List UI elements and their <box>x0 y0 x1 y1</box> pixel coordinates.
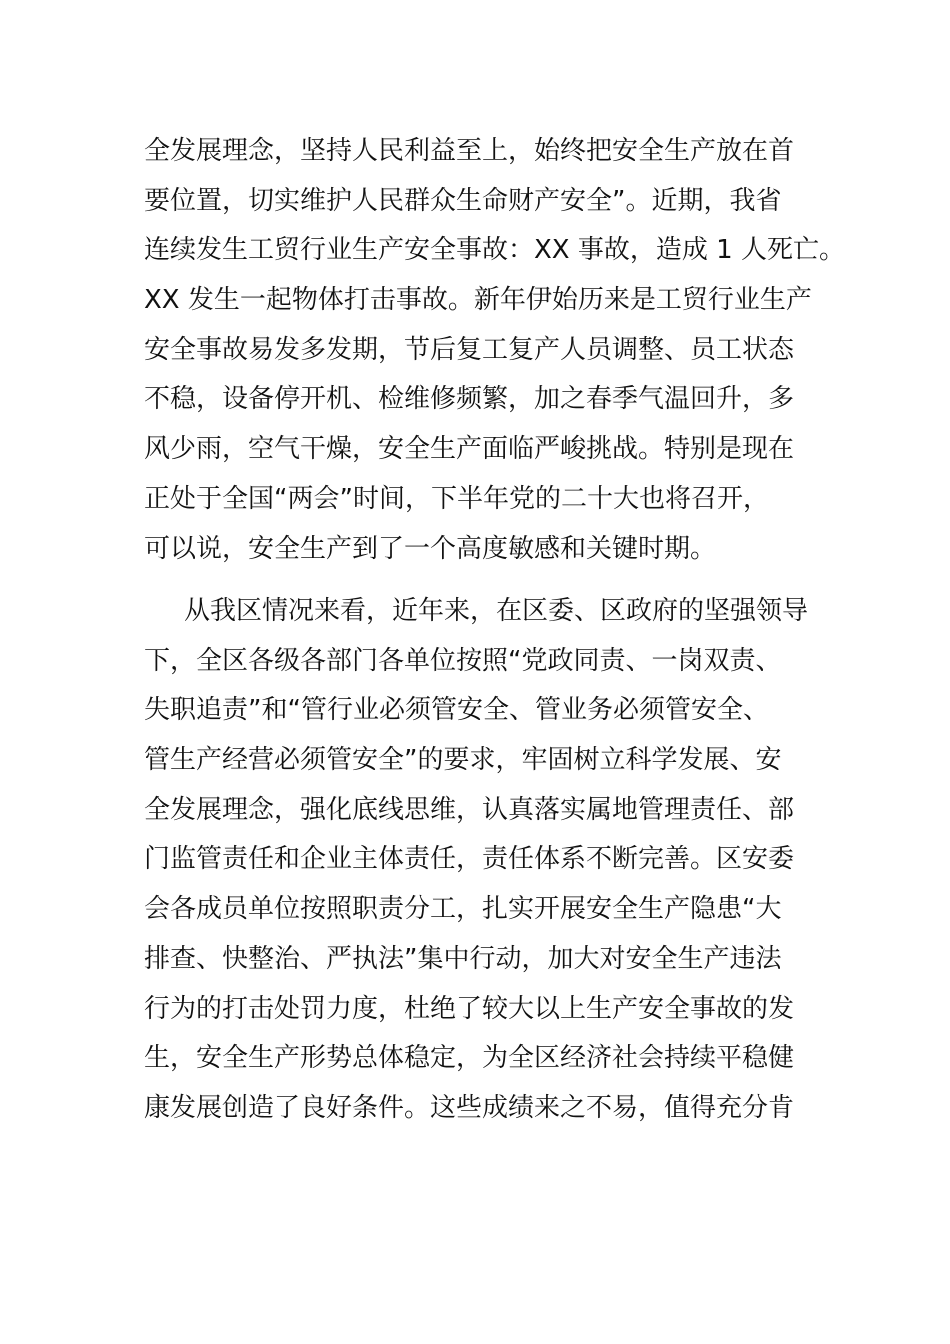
text-line: 可以说，安全生产到了一个高度敏感和关键时期。 <box>144 533 717 564</box>
text-line: 失职追责”和“管行业必须管安全、管业务必须管安全、 <box>144 695 769 726</box>
text-line: 全发展理念，强化底线思维，认真落实属地管理责任、部 <box>144 794 795 825</box>
paragraph-1 <box>144 127 845 574</box>
text-line: 要位置，切实维护人民群众生命财产安全”。近期，我省 <box>144 185 782 216</box>
text-line-indented: 从我区情况来看，近年来，在区委、区政府的坚强领导 <box>184 596 809 626</box>
text-line: 连续发生工贸行业生产安全事故：XX 事故，造成 1 人死亡。 <box>144 235 845 266</box>
text-line: 生，安全生产形势总体稳定，为全区经济社会持续平稳健 <box>144 1043 795 1074</box>
text-line: 康发展创造了良好条件。这些成绩来之不易，值得充分肯 <box>144 1092 795 1123</box>
text-line: 下，全区各级各部门各单位按照“党政同责、一岗双责、 <box>144 645 782 676</box>
text-line: 门监管责任和企业主体责任，责任体系不断完善。区安委 <box>144 844 795 875</box>
text-line: 管生产经营必须管安全”的要求，牢固树立科学发展、安 <box>144 745 782 776</box>
text-line: 排查、快整治、严执法”集中行动，加大对安全生产违法 <box>144 943 782 974</box>
text-line: 会各成员单位按照职责分工，扎实开展安全生产隐患“大 <box>144 894 782 925</box>
text-line: 安全事故易发多发期，节后复工复产人员调整、员工状态 <box>144 334 795 365</box>
text-line: 正处于全国“两会”时间，下半年党的二十大也将召开， <box>144 483 769 514</box>
text-line: 全发展理念，坚持人民利益至上，始终把安全生产放在首 <box>144 136 795 166</box>
text-line: 风少雨，空气干燥，安全生产面临严峻挑战。特别是现在 <box>144 434 795 465</box>
text-line: XX 发生一起物体打击事故。新年伊始历来是工贸行业生产 <box>144 285 812 316</box>
text-line: 不稳，设备停开机、检维修频繁，加之春季气温回升，多 <box>144 384 795 415</box>
text-line: 行为的打击处罚力度，杜绝了较大以上生产安全事故的发 <box>144 993 795 1024</box>
paragraph-2 <box>144 587 834 1134</box>
